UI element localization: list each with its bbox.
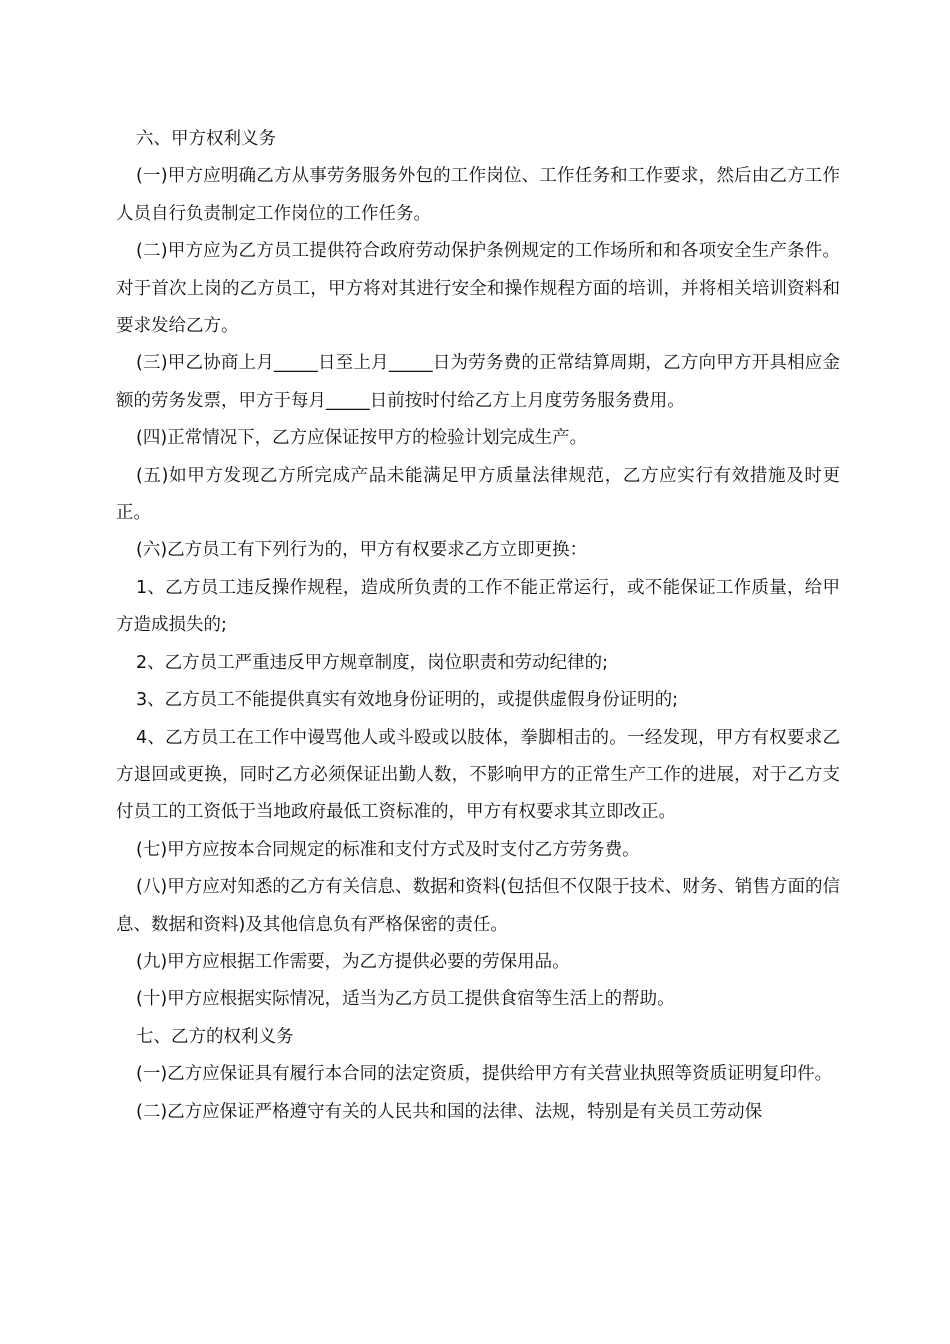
section-heading: 六、甲方权利义务 xyxy=(136,129,276,149)
section-heading: 七、乙方的权利义务 xyxy=(136,1026,294,1047)
clause-paragraph: (四)正常情况下，乙方应保证按甲方的检验计划完成生产。 xyxy=(136,428,588,449)
list-item: 3、乙方员工不能提供真实有效地身份证明的，或提供虚假身份证明的; xyxy=(136,690,679,711)
document-body xyxy=(116,121,840,1131)
clause-paragraph: (二)乙方应保证严格遵守有关的人民共和国的法律、法规，特别是有关员工劳动保 xyxy=(136,1101,763,1122)
clause-paragraph: (一)甲方应明确乙方从事劳务服务外包的工作岗位、工作任务和工作要求，然后由乙方工作人员自行负责制定工作岗位的工作任务。 xyxy=(116,166,840,224)
clause-paragraph: (一)乙方应保证具有履行本合同的法定资质，提供给甲方有关营业执照等资质证明复印件。 xyxy=(136,1064,833,1085)
clause-paragraph: (六)乙方员工有下列行为的，甲方有权要求乙方立即更换： xyxy=(136,540,588,561)
clause-paragraph: (二)甲方应为乙方员工提供符合政府劳动保护条例规定的工作场所和和各项安全生产条件。对于首次上岗的乙方员工，甲方将对其进行安全和操作规程方面的培训，并将相关培训资料和要求发给乙方。 xyxy=(116,241,840,337)
clause-paragraph: (三)甲乙协商上月_____日至上月_____日为劳务费的正常结算周期，乙方向甲方开具相应金额的劳务发票，甲方于每月_____日前按时付给乙方上月度劳务服务费用。 xyxy=(116,353,840,411)
list-item: 1、乙方员工违反操作规程，造成所负责的工作不能正常运行，或不能保证工作质量，给甲方造成损失的; xyxy=(116,577,840,636)
list-item: 2、乙方员工严重违反甲方规章制度，岗位职责和劳动纪律的; xyxy=(136,652,609,673)
clause-paragraph: (八)甲方应对知悉的乙方有关信息、数据和资料(包括但不仅限于技术、财务、销售方面的信息、数据和资料)及其他信息负有严格保密的责任。 xyxy=(116,877,840,935)
clause-paragraph: (五)如甲方发现乙方所完成产品未能满足甲方质量法律规范，乙方应实行有效措施及时更正。 xyxy=(116,465,840,524)
clause-paragraph: (九)甲方应根据工作需要，为乙方提供必要的劳保用品。 xyxy=(136,951,570,972)
list-item: 4、乙方员工在工作中谩骂他人或斗殴或以肢体，拳脚相击的。一经发现，甲方有权要求乙方退回或更换，同时乙方必须保证出勤人数，不影响甲方的正常生产工作的进展，对于乙方支付员工的工资低于当地政府最低工资标准的，甲方有权要求其立即改正。 xyxy=(116,727,840,823)
clause-paragraph: (七)甲方应按本合同规定的标准和支付方式及时支付乙方劳务费。 xyxy=(136,839,640,860)
clause-paragraph: (十)甲方应根据实际情况，适当为乙方员工提供食宿等生活上的帮助。 xyxy=(136,989,675,1010)
